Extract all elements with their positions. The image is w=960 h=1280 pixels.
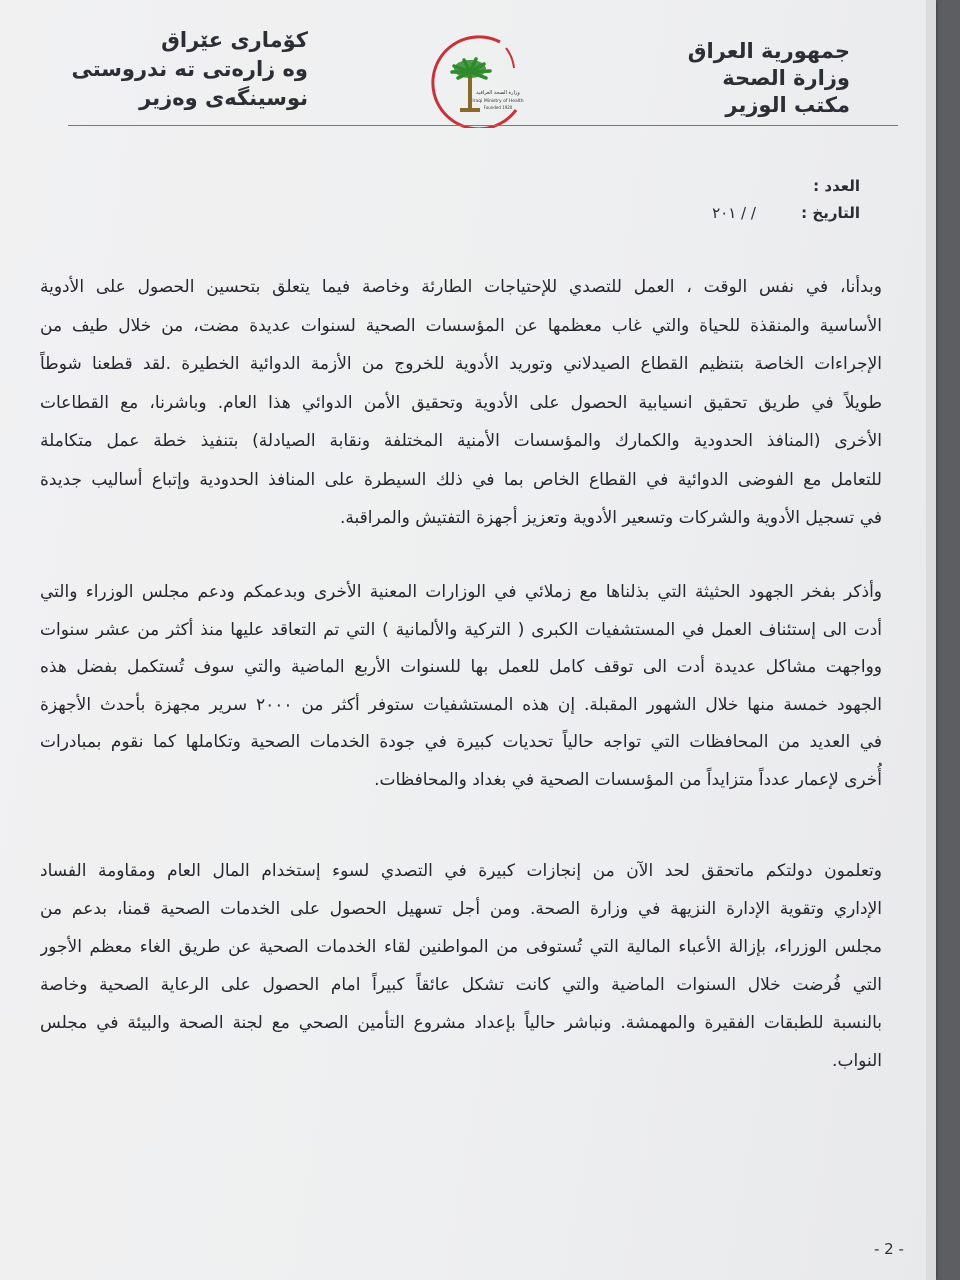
paragraph-medicines: [40, 268, 882, 538]
paragraph-hospitals: [40, 574, 882, 799]
palm-tree-emblem-icon: [414, 32, 532, 128]
page-number: - 2 -: [874, 1240, 904, 1258]
header-kurdish: [71, 26, 308, 113]
reference-number: [813, 177, 860, 195]
text-line: في تسجيل الأدوية والشركات وتسعير الأدوية وتعزيز أجهزة التفتيش والمراقبة.: [339, 508, 882, 528]
header-ministry-ku: وه زارەتى ته ندروستى: [71, 57, 308, 81]
text-line: وأذكر بفخر الجهود الحثيثة التي بذلناها مع زملائي في الوزارات المعنية الأخرى وبدعمكم ودعم مجلس الوزراء والتي: [40, 582, 882, 602]
text-line: وواجهت مشاكل عديدة أدت الى توقف كامل للعمل بها للسنوات الأربع الماضية والتي سوف تُستكمل بفضل هذه: [40, 657, 882, 677]
text-line: الإداري وتقوية الإدارة النزيهة في وزارة الصحة. ومن أجل تسهيل الحصول على الخدمات الصحية قمنا، بدعم من: [40, 899, 882, 919]
text-line: أُخرى لإعمار عدداً متزايداً من المؤسسات الصحية في بغداد والمحافظات.: [374, 769, 882, 790]
reference-date: [712, 204, 860, 222]
header-country: جمهورية العراق: [687, 39, 850, 63]
text-line: مجلس الوزراء، بإزالة الأعباء المالية التي تُستوفى من المواطنين لقاء الخدمات الصحية عن طريق الغاء معظم الأجور: [40, 937, 882, 957]
text-line: طويلاً في طريق تحقيق انسيابية الحصول على الأدوية وتحقيق الأمن الدوائي هذا العام. وباشرنا، مع القطاعات: [40, 392, 882, 413]
text-line: الأساسية والمنقذة للحياة والتي غاب معظمها عن المؤسسات الصحية لسنوات عديدة مضت، من خلال طيف من: [40, 315, 882, 336]
page-edge: [926, 0, 936, 1280]
header-office: مكتب الوزير: [725, 93, 850, 117]
svg-text:Iraqi Ministry of Health: Iraqi Ministry of Health: [472, 99, 524, 104]
text-line: للتعامل مع الفوضى الدوائية في القطاع الخاص بما في ذلك السيطرة على المنافذ الحدودية وإتباع أساليب جديدة: [40, 469, 882, 490]
text-line: النواب.: [832, 1051, 882, 1071]
text-line: أدت الى إستئناف العمل في المستشفيات الكبرى ( التركية والألمانية ) التي تم التعاقد عليها منذ أكثر من عشر سنوات: [40, 619, 882, 640]
svg-text:Founded 1920: Founded 1920: [483, 105, 513, 110]
number-label: العدد :: [813, 177, 860, 195]
header-office-ku: نوسينگەى وەزير: [139, 86, 308, 110]
paragraph-anti-corruption: [40, 852, 882, 1080]
header-country-ku: كۆمارى عێراق: [161, 28, 308, 52]
text-line: بالنسبة للطبقات الفقيرة والمهمشة. ونباشر حالياً بإعداد مشروع التأمين الصحي مع لجنة الصحة والبيئة في مجلس: [40, 1013, 882, 1033]
date-label: التاريخ :: [801, 204, 860, 222]
header-arabic: [630, 38, 850, 119]
date-value: / / ٢٠١: [712, 204, 756, 222]
text-line: في العديد من المحافظات التي تواجه حالياً تحديات كبيرة في جودة الخدمات الصحية وتكاملها كما نقوم بمبادرات: [40, 732, 882, 752]
svg-text:وزارة الصحة العراقية: وزارة الصحة العراقية: [476, 90, 520, 96]
text-line: الجهود خمسة منها خلال الشهور المقبلة. إن هذه المستشفيات ستوفر أكثر من ٢٠٠٠ سرير مجهزة بأحدث الأجهزة: [40, 694, 882, 715]
text-line: الإجراءات الخاصة بتنظيم القطاع الصيدلاني وتوريد الأدوية للخروج من الأزمة الدوائية الخطيرة .لقد قطعنا شوطاً: [40, 354, 882, 374]
header-divider: [68, 125, 898, 126]
text-line: الأخرى (المنافذ الحدودية والكمارك والمؤسسات الأمنية المختلفة ونقابة الصيادلة) بتنفيذ خطة عمل متكاملة: [40, 431, 882, 451]
text-line: وتعلمون دولتكم ماتحقق لحد الآن من إنجازات كبيرة في التصدي لسوء إستخدام المال العام ومقاومة الفساد: [40, 861, 882, 881]
text-line: وبدأنا، في نفس الوقت ، العمل للتصدي للإحتياجات الطارئة وخاصة فيما يتعلق بتحسين الحصول على الأدوية: [40, 277, 882, 297]
header-ministry: وزارة الصحة: [722, 66, 850, 90]
text-line: التي فُرضت خلال السنوات الماضية والتي كانت تشكل عائقاً كبيراً امام الحصول على الرعاية الصحية وخاصة: [40, 975, 882, 995]
